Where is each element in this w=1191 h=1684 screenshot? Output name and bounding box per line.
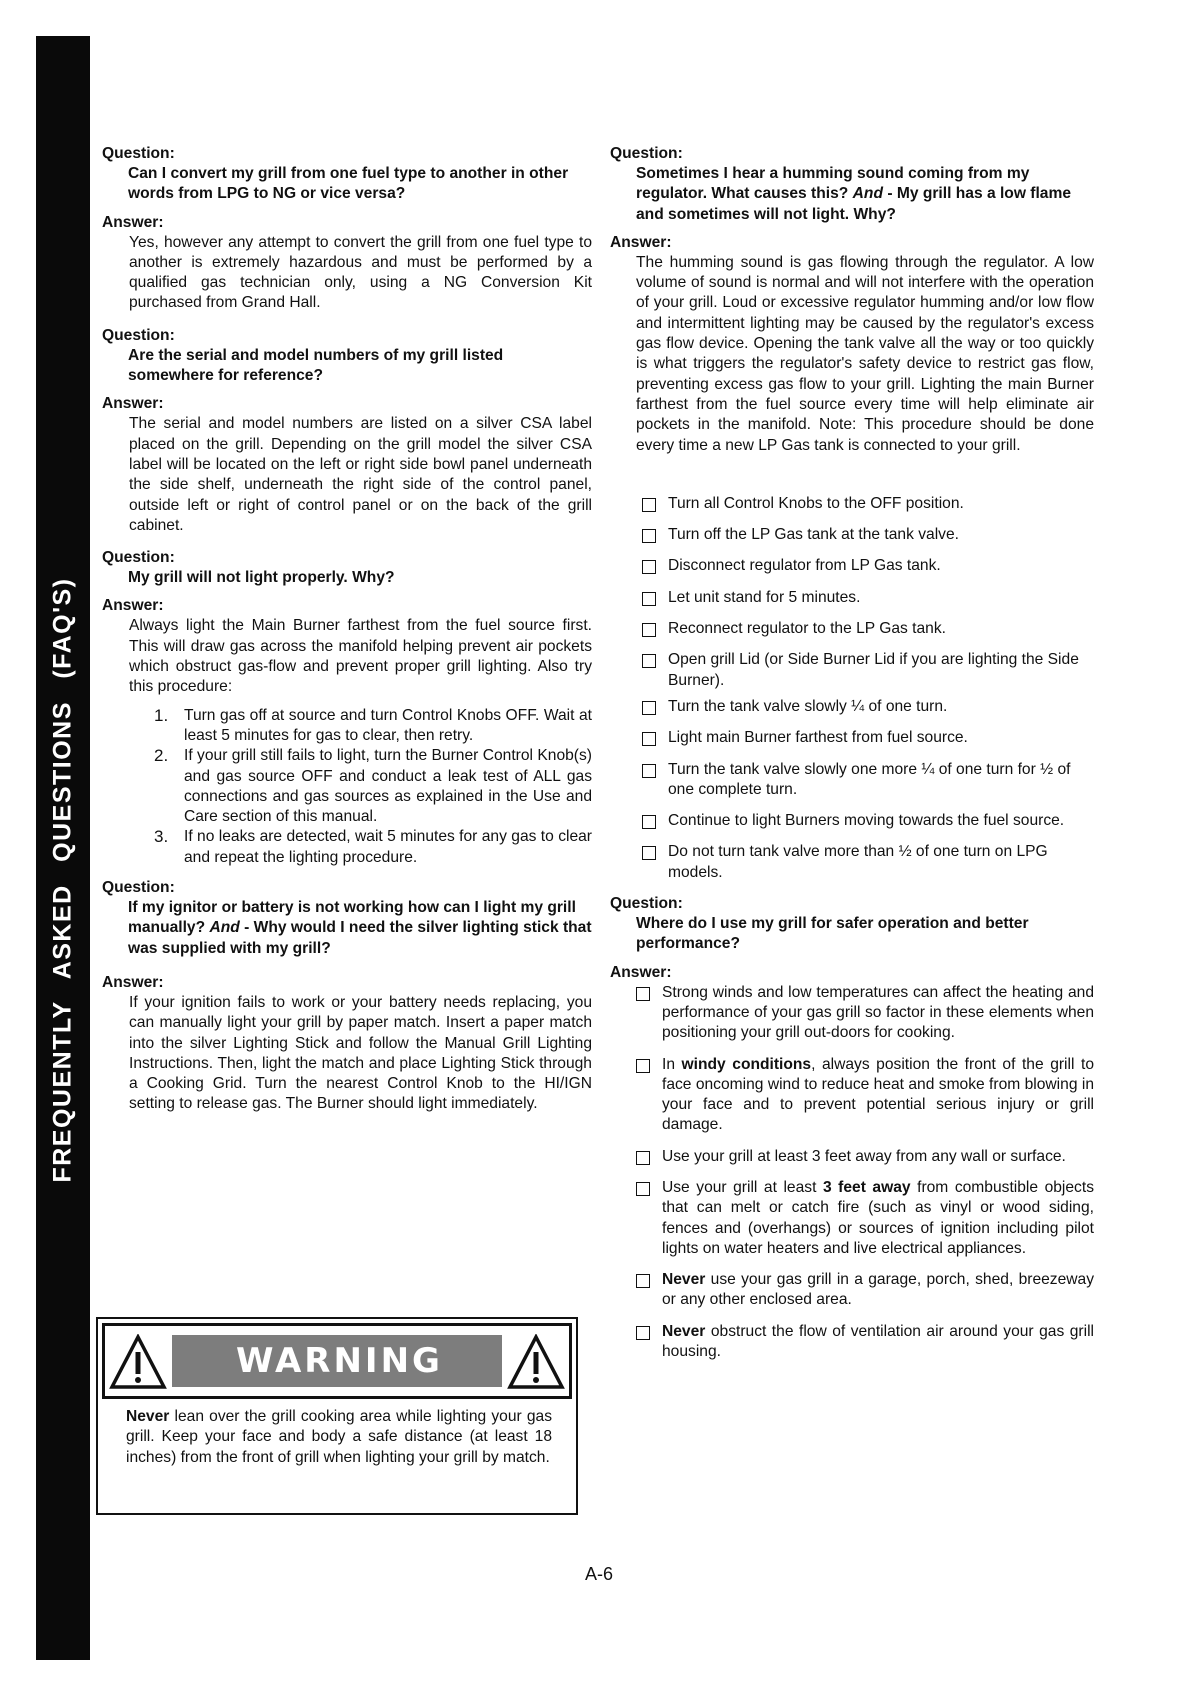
checklist-item xyxy=(610,588,1094,608)
checklist-item xyxy=(610,525,1094,545)
checklist-item xyxy=(610,760,1094,801)
checkbox-icon xyxy=(642,701,656,715)
checklist-item xyxy=(610,697,1094,717)
answer-text: The humming sound is gas flowing through the regulator. A low volume of sound is normal and will not interfere with the operation of your grill. Loud or excessive regulator humming and/or low flow and intermittent lighting may be caused by the regulator's excess gas flow device. Opening the tank valve all the way or too quickly is what triggers the regulator's safety device to restrict gas flow, preventing excess gas flow to your grill. Lighting the main Burner farthest from the fuel source every time will help eliminate air pockets in the manifold. Note: This procedure should be done every time a new LP Gas tank is connected to your grill. xyxy=(636,253,1094,454)
checklist-item xyxy=(610,811,1094,831)
tip-item xyxy=(610,983,1094,1044)
answer-text: Yes, however any attempt to convert the grill from one fuel type to another is extremely hazardous and must be performed by a qualified gas technician only, using a NG Conversion Kit purchased from Grand Hall. xyxy=(129,233,592,312)
tip-post: use your gas grill in a garage, porch, shed, breezeway or any other enclosed area. xyxy=(662,1271,1094,1309)
checkbox-icon xyxy=(636,987,650,1001)
question-label: Question: xyxy=(102,326,175,344)
checkbox-icon xyxy=(642,623,656,637)
answer-label: Answer: xyxy=(610,233,672,251)
answer-label: Answer: xyxy=(102,597,164,615)
checkbox-icon xyxy=(636,1182,650,1196)
checkbox-icon xyxy=(642,654,656,668)
list-item xyxy=(102,827,592,868)
tip-item xyxy=(610,1055,1094,1136)
tip-item xyxy=(610,1147,1094,1167)
warning-triangle-icon xyxy=(507,1334,565,1390)
checklist-text: Reconnect regulator to the LP Gas tank. xyxy=(668,620,946,638)
checkbox-icon xyxy=(642,764,656,778)
question-text xyxy=(610,164,1094,225)
sidebar-title: FREQUENTLY ASKED QUESTIONS (FAQ'S) xyxy=(48,577,77,1183)
step-number: 1. xyxy=(154,705,169,725)
checklist-text: Turn the tank valve slowly one more ¼ of one turn for ½ of one complete turn. xyxy=(668,760,1071,798)
question-label: Question: xyxy=(610,145,683,162)
question-label: Question: xyxy=(610,895,683,913)
tip-post: Strong winds and low temperatures can affect the heating and performance of your gas grill so factor in these elements when positioning your grill out-doors for cooking. xyxy=(662,983,1094,1042)
checklist-item xyxy=(610,494,1094,514)
question-text: My grill will not light properly. Why? xyxy=(128,569,395,587)
warning-title: WARNING xyxy=(172,1335,502,1387)
checkbox-icon xyxy=(642,529,656,543)
step-text: Turn gas off at source and turn Control Knobs OFF. Wait at least 5 minutes for gas to clear, then retry. xyxy=(184,706,592,744)
question-part: - Why would I need the silver lighting stick that was supplied with my grill? xyxy=(128,919,592,957)
tip-bold: windy conditions xyxy=(681,1055,812,1073)
tip-bold: Never xyxy=(662,1322,706,1340)
checkbox-icon xyxy=(642,815,656,829)
and-word: And xyxy=(209,919,240,937)
answer-label: Answer: xyxy=(610,963,672,981)
right-column xyxy=(610,144,1094,1373)
question-part: Sometimes I hear a humming sound coming from my regulator. What causes this? xyxy=(636,165,1030,203)
checklist-text: Light main Burner farthest from fuel source. xyxy=(668,729,968,747)
checklist-text: Turn off the LP Gas tank at the tank valve. xyxy=(668,526,959,544)
left-column xyxy=(102,144,592,1127)
checkbox-icon xyxy=(642,846,656,860)
step-text: If your grill still fails to light, turn the Burner Control Knob(s) and gas source OFF and conduct a leak test of ALL gas connections and gas sources as explained in the Use and Care section of this manual. xyxy=(184,747,592,826)
answer-text: The serial and model numbers are listed on a silver CSA label placed on the grill. Depending on the grill model the silver CSA label will be located on the left or right side bowl panel underneath the side shelf, underneath the right side of the control panel, outside left or right of control panel or on the back of the grill cabinet. xyxy=(129,415,592,534)
tip-post: , always position the front of the grill to face oncoming wind to reduce heat and smoke from blowing in your face and to prevent potential serious injury or grill damage. xyxy=(662,1055,1094,1134)
question-text: Where do I use my grill for safer operation and better performance? xyxy=(636,915,1029,953)
tip-item xyxy=(610,1322,1094,1363)
question-label: Question: xyxy=(102,145,175,162)
checklist-text: Do not turn tank valve more than ½ of one turn on LPG models. xyxy=(668,843,1048,881)
tip-text xyxy=(662,1178,1094,1259)
answer-text: Always light the Main Burner farthest from the fuel source first. This will draw gas across the manifold helping prevent air pockets which obstruct gas-flow and prevent proper grill lighting. Also try this procedure: xyxy=(129,617,592,696)
tip-text xyxy=(662,1270,1094,1311)
question-text xyxy=(102,898,592,959)
warning-text xyxy=(126,1407,552,1468)
checkbox-icon xyxy=(642,732,656,746)
answer-label: Answer: xyxy=(102,973,164,991)
tip-bold: Never xyxy=(662,1271,706,1289)
tip-item xyxy=(610,1270,1094,1311)
page-number: A-6 xyxy=(585,1564,614,1584)
checkbox-icon xyxy=(636,1326,650,1340)
tip-pre: Use your grill at least xyxy=(662,1178,823,1196)
step-number: 2. xyxy=(154,746,169,766)
tip-post: Use your grill at least 3 feet away from any wall or surface. xyxy=(662,1147,1066,1165)
checklist-text: Turn the tank valve slowly ¼ of one turn. xyxy=(668,697,948,715)
checklist-text: Continue to light Burners moving towards the fuel source. xyxy=(668,812,1065,830)
checkbox-icon xyxy=(636,1274,650,1288)
list-item xyxy=(102,706,592,747)
answer-label: Answer: xyxy=(102,213,164,231)
tip-pre: In xyxy=(662,1055,682,1073)
checkbox-icon xyxy=(636,1151,650,1165)
checklist-item xyxy=(610,556,1094,576)
tip-text xyxy=(662,983,1094,1044)
tip-post: obstruct the flow of ventilation air around your gas grill housing. xyxy=(662,1322,1094,1361)
warning-box xyxy=(96,1317,578,1515)
checklist-item xyxy=(610,728,1094,748)
question-part: If my ignitor or battery is not working how can I light my grill manually? xyxy=(128,899,576,937)
checklist-item xyxy=(610,619,1094,639)
checklist-text: Open grill Lid (or Side Burner Lid if you are lighting the Side Burner). xyxy=(668,651,1079,689)
checkbox-icon xyxy=(636,1059,650,1073)
checkbox-icon xyxy=(642,592,656,606)
tip-text xyxy=(662,1055,1094,1136)
question-part: - My grill has a low flame and sometimes will not light. Why? xyxy=(636,185,1072,223)
and-word: And xyxy=(852,185,883,203)
tip-text xyxy=(662,1147,1094,1167)
list-item xyxy=(102,746,592,827)
warning-body: lean over the grill cooking area while lighting your gas grill. Keep your face and body a safe distance (at least 18 inches) from the front of grill when lighting your grill by match. xyxy=(126,1408,552,1466)
warning-triangle-icon xyxy=(109,1334,167,1390)
warning-banner xyxy=(102,1323,572,1399)
question-label: Question: xyxy=(102,549,175,567)
checklist xyxy=(610,494,1094,883)
tip-bold: 3 feet away xyxy=(822,1178,911,1196)
tip-text xyxy=(662,1322,1094,1363)
question-text: Can I convert my grill from one fuel type to another in other words from LPG to NG or vice versa? xyxy=(128,165,569,203)
warning-never: Never xyxy=(126,1408,170,1425)
tip-item xyxy=(610,1178,1094,1259)
steps-list xyxy=(102,706,592,868)
checkbox-icon xyxy=(642,498,656,512)
checklist-text: Let unit stand for 5 minutes. xyxy=(668,588,861,606)
answer-text: If your ignition fails to work or your battery needs replacing, you can manually light your grill by paper match. Insert a paper match into the silver Lighting Stick and follow the Manual Grill Lighting Instructions. Then, light the match and place Lighting Stick through a Cooking Grid. Turn the nearest Control Knob to the HI/IGN setting to release gas. The Burner should light immediately. xyxy=(129,993,592,1113)
question-text: Are the serial and model numbers of my grill listed somewhere for reference? xyxy=(128,346,504,385)
checklist-item xyxy=(610,842,1094,883)
checklist-item xyxy=(610,650,1094,691)
tips-list xyxy=(610,983,1094,1363)
step-number: 3. xyxy=(154,827,169,847)
checkbox-icon xyxy=(642,560,656,574)
answer-label: Answer: xyxy=(102,395,164,413)
checklist-text: Disconnect regulator from LP Gas tank. xyxy=(668,557,941,575)
tip-post: from combustible objects that can melt or catch fire (such as vinyl or wood siding, fences and (overhangs) or sources of ignition including pilot lights on water heaters and live electrical appliances. xyxy=(662,1178,1094,1257)
question-label: Question: xyxy=(102,879,175,897)
step-text: If no leaks are detected, wait 5 minutes for any gas to clear and repeat the lighting procedure. xyxy=(184,828,592,866)
checklist-text: Turn all Control Knobs to the OFF position. xyxy=(668,494,964,512)
